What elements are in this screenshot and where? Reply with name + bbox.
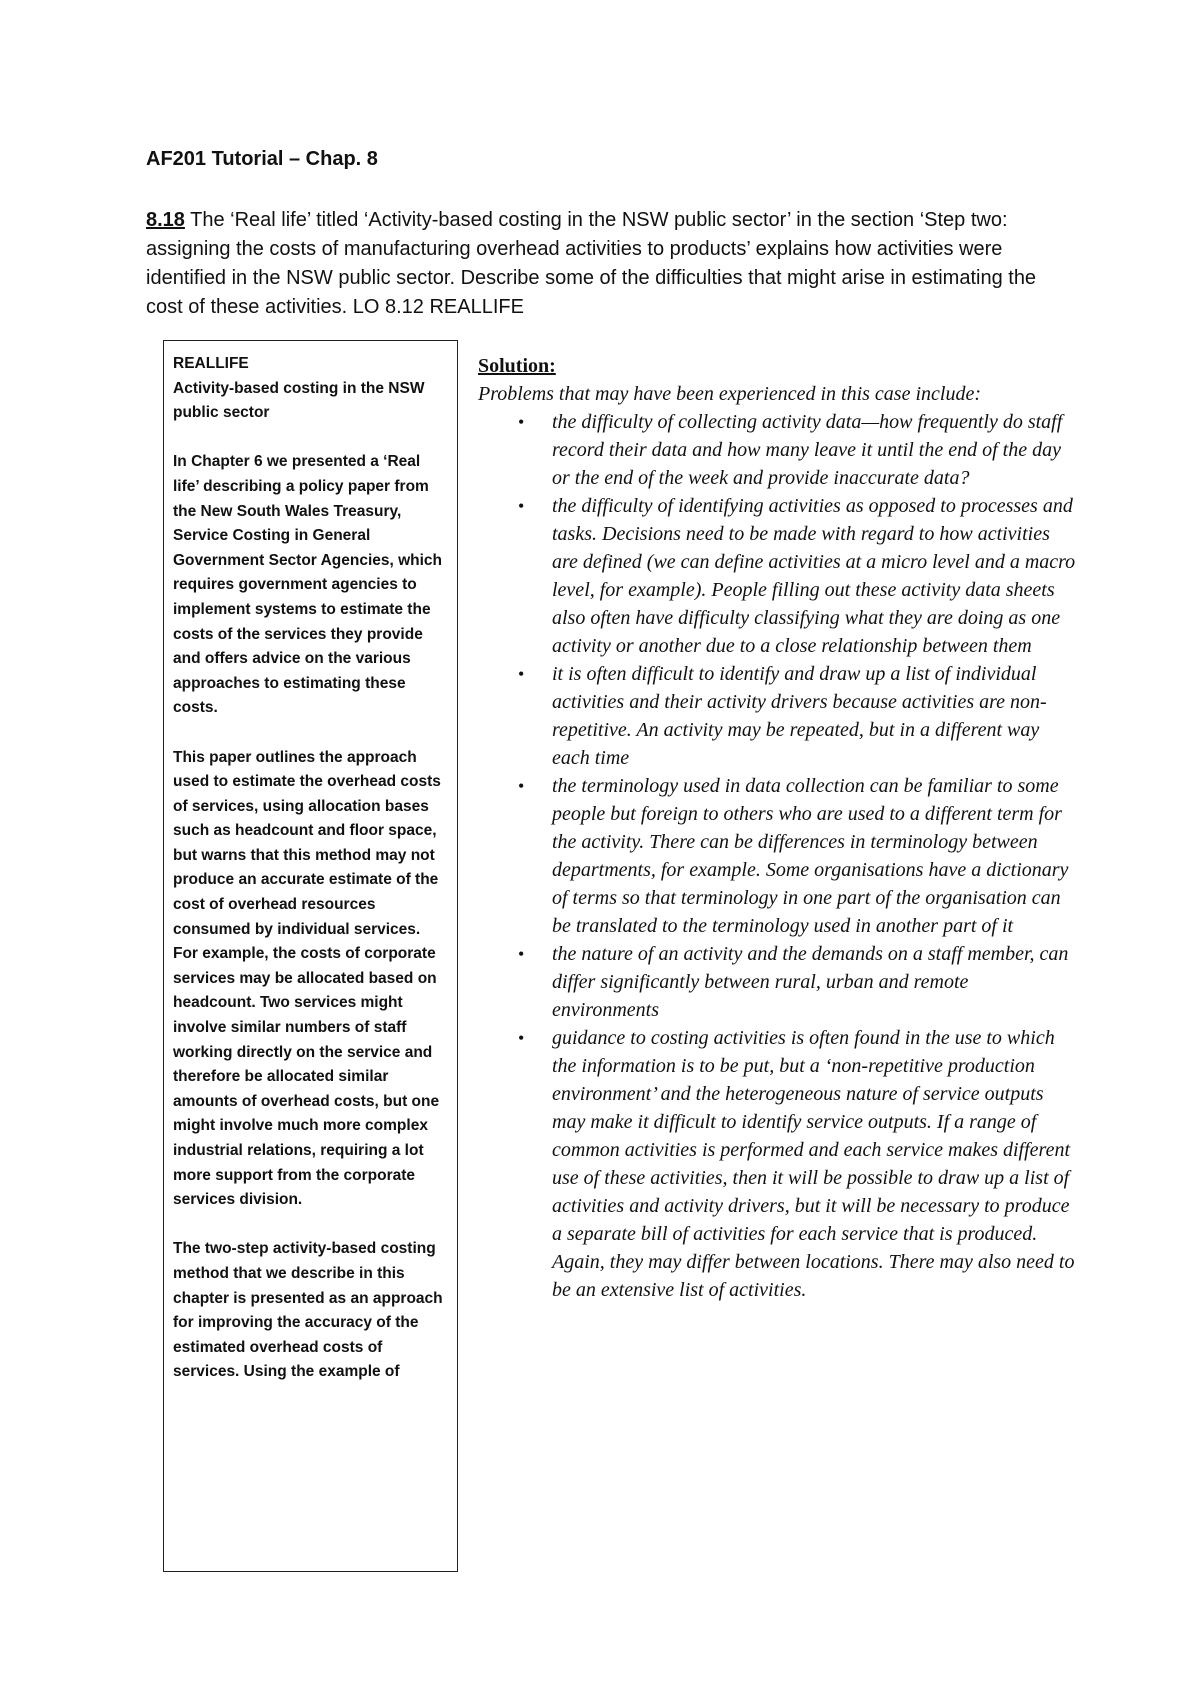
reallife-box <box>163 340 458 1572</box>
list-item-text: guidance to costing activities is often found in the use to which the information is to be put, but a ‘non-repetitive production environment’ and the heterogeneous nature of service outputs may make it difficult to identify service outputs. If a range of common activities is performed and each service makes different use of these activities, then it will be possible to draw up a list of activities and activity drivers, but it will be necessary to produce a separate bill of activities for each service that is produced. Again, they may differ between locations. There may also need to be an extensive list of activities. <box>552 1027 1075 1301</box>
bullet-icon: • <box>518 776 525 796</box>
list-item-text: the difficulty of collecting activity data—how frequently do staff record their data and how many leave it until the end of the day or the end of the week and provide inaccurate data? <box>552 411 1063 489</box>
question-number: 8.18 <box>146 209 185 231</box>
solution-heading: Solution: <box>478 355 556 377</box>
bullet-icon: • <box>518 664 525 684</box>
list-item <box>478 492 1078 660</box>
question-text: The ‘Real life’ titled ‘Activity-based costing in the NSW public sector’ in the section ‘Step two: assigning the costs of manufacturing overhead activities to products’ explains how activities were identified in the NSW public sector. Describe some of the difficulties that might arise in estimating the cost of these activities. LO 8.12 REALLIFE <box>146 209 1037 318</box>
list-item <box>478 940 1078 1024</box>
solution-intro: Problems that may have been experienced in this case include: <box>478 383 981 405</box>
list-item <box>478 1024 1078 1304</box>
bullet-icon: • <box>518 944 525 964</box>
solution-section <box>478 352 1078 1304</box>
solution-list <box>478 408 1078 1304</box>
reallife-paragraph: This paper outlines the approach used to estimate the overhead costs of services, using allocation bases such as headcount and floor space, but warns that this method may not produce an accurate estimate of the cost of overhead resources consumed by individual services. For example, the costs of corporate services may be allocated based on headcount. Two services might involve similar numbers of staff working directly on the service and therefore be allocated similar amounts of overhead costs, but one might involve much more complex industrial relations, requiring a lot more support from the corporate services division. <box>173 748 441 1209</box>
reallife-paragraph: The two-step activity-based costing method that we describe in this chapter is presented as an approach for improving the accuracy of the estimated overhead costs of services. Using the example of <box>173 1240 443 1381</box>
reallife-title: Activity-based costing in the NSW public sector <box>173 379 425 422</box>
list-item <box>478 660 1078 772</box>
question-paragraph <box>146 206 1076 322</box>
page-title: AF201 Tutorial – Chap. 8 <box>146 148 378 170</box>
bullet-icon: • <box>518 1028 525 1048</box>
list-item-text: the nature of an activity and the demands on a staff member, can differ significantly between rural, urban and remote environments <box>552 943 1069 1021</box>
bullet-icon: • <box>518 496 525 516</box>
list-item-text: the difficulty of identifying activities as opposed to processes and tasks. Decisions need to be made with regard to how activities are defined (we can define activities at a micro level and a macro level, for example). People filling out these activity data sheets also often have difficulty classifying what they are doing as one activity or another due to a close relationship between them <box>552 495 1076 657</box>
reallife-paragraph: In Chapter 6 we presented a ‘Real life’ describing a policy paper from the New South Wales Treasury, Service Costing in General Government Sector Agencies, which requires government agencies to implement systems to estimate the costs of the services they provide and offers advice on the various approaches to estimating these costs. <box>173 453 443 717</box>
bullet-icon: • <box>518 412 525 432</box>
list-item <box>478 408 1078 492</box>
list-item-text: it is often difficult to identify and draw up a list of individual activities and their activity drivers because activities are non-repetitive. An activity may be repeated, but in a different way each time <box>552 663 1047 769</box>
list-item-text: the terminology used in data collection can be familiar to some people but foreign to others who are used to a different term for the activity. There can be differences in terminology between departments, for example. Some organisations have a dictionary of terms so that terminology in one part of the organisation can be translated to the terminology used in another part of it <box>552 775 1069 937</box>
list-item <box>478 772 1078 940</box>
reallife-label: REALLIFE <box>173 355 249 372</box>
